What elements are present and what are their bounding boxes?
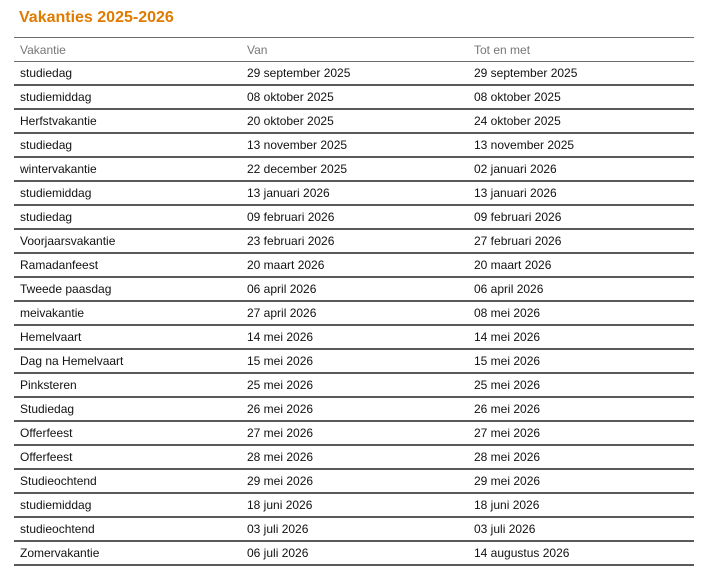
cell-vakantie: studieochtend [14,517,241,541]
table-row [14,349,694,373]
page-title: Vakanties 2025-2026 [19,9,174,26]
cell-vakantie: studiemiddag [14,181,241,205]
table-row [14,253,694,277]
cell-van: 26 mei 2026 [241,397,468,421]
cell-vakantie: studiedag [14,62,241,86]
cell-van: 15 mei 2026 [241,349,468,373]
table-row [14,517,694,541]
cell-tot-en-met: 13 januari 2026 [468,181,694,205]
table-row [14,421,694,445]
cell-tot-en-met: 08 mei 2026 [468,301,694,325]
table-row [14,181,694,205]
cell-tot-en-met: 29 september 2025 [468,62,694,86]
cell-van: 22 december 2025 [241,157,468,181]
cell-vakantie: Voorjaarsvakantie [14,229,241,253]
column-header-tot-en-met: Tot en met [468,38,694,62]
cell-van: 27 april 2026 [241,301,468,325]
cell-van: 08 oktober 2025 [241,85,468,109]
cell-van: 18 juni 2026 [241,493,468,517]
cell-tot-en-met: 13 november 2025 [468,133,694,157]
cell-tot-en-met: 06 april 2026 [468,277,694,301]
cell-tot-en-met: 02 januari 2026 [468,157,694,181]
cell-vakantie: Studiedag [14,397,241,421]
table-row [14,397,694,421]
cell-van: 03 juli 2026 [241,517,468,541]
table-header [14,38,694,62]
table-row [14,277,694,301]
cell-van: 29 september 2025 [241,62,468,86]
table-row [14,157,694,181]
table-row [14,373,694,397]
cell-vakantie: studiemiddag [14,493,241,517]
table-row [14,325,694,349]
table-row [14,109,694,133]
cell-tot-en-met: 14 augustus 2026 [468,541,694,565]
table-row [14,133,694,157]
cell-van: 29 mei 2026 [241,469,468,493]
cell-vakantie: Zomervakantie [14,541,241,565]
cell-tot-en-met: 03 juli 2026 [468,517,694,541]
cell-vakantie: Offerfeest [14,421,241,445]
cell-tot-en-met: 09 februari 2026 [468,205,694,229]
cell-vakantie: meivakantie [14,301,241,325]
table-row [14,62,694,86]
cell-vakantie: Tweede paasdag [14,277,241,301]
cell-tot-en-met: 24 oktober 2025 [468,109,694,133]
cell-van: 14 mei 2026 [241,325,468,349]
vacation-table [14,37,694,566]
cell-vakantie: studiemiddag [14,85,241,109]
cell-van: 28 mei 2026 [241,445,468,469]
cell-tot-en-met: 25 mei 2026 [468,373,694,397]
cell-tot-en-met: 14 mei 2026 [468,325,694,349]
table-row [14,541,694,565]
cell-tot-en-met: 29 mei 2026 [468,469,694,493]
cell-van: 13 januari 2026 [241,181,468,205]
cell-van: 20 maart 2026 [241,253,468,277]
table-row [14,469,694,493]
cell-vakantie: Dag na Hemelvaart [14,349,241,373]
cell-vakantie: Studieochtend [14,469,241,493]
cell-vakantie: wintervakantie [14,157,241,181]
table-row [14,445,694,469]
cell-vakantie: Ramadanfeest [14,253,241,277]
cell-van: 25 mei 2026 [241,373,468,397]
cell-van: 20 oktober 2025 [241,109,468,133]
table-row [14,205,694,229]
cell-vakantie: Offerfeest [14,445,241,469]
cell-tot-en-met: 27 februari 2026 [468,229,694,253]
cell-vakantie: Hemelvaart [14,325,241,349]
cell-vakantie: Herfstvakantie [14,109,241,133]
cell-tot-en-met: 28 mei 2026 [468,445,694,469]
cell-van: 06 april 2026 [241,277,468,301]
table-row [14,301,694,325]
table-body [14,62,694,566]
cell-tot-en-met: 26 mei 2026 [468,397,694,421]
cell-tot-en-met: 27 mei 2026 [468,421,694,445]
cell-van: 27 mei 2026 [241,421,468,445]
column-header-van: Van [241,38,468,62]
cell-vakantie: studiedag [14,133,241,157]
table-row [14,85,694,109]
cell-van: 06 juli 2026 [241,541,468,565]
header-row [14,38,694,62]
table-row [14,493,694,517]
cell-vakantie: studiedag [14,205,241,229]
cell-tot-en-met: 18 juni 2026 [468,493,694,517]
cell-van: 09 februari 2026 [241,205,468,229]
column-header-vakantie: Vakantie [14,38,241,62]
cell-vakantie: Pinksteren [14,373,241,397]
cell-van: 23 februari 2026 [241,229,468,253]
table-row [14,229,694,253]
cell-tot-en-met: 08 oktober 2025 [468,85,694,109]
cell-van: 13 november 2025 [241,133,468,157]
cell-tot-en-met: 15 mei 2026 [468,349,694,373]
cell-tot-en-met: 20 maart 2026 [468,253,694,277]
